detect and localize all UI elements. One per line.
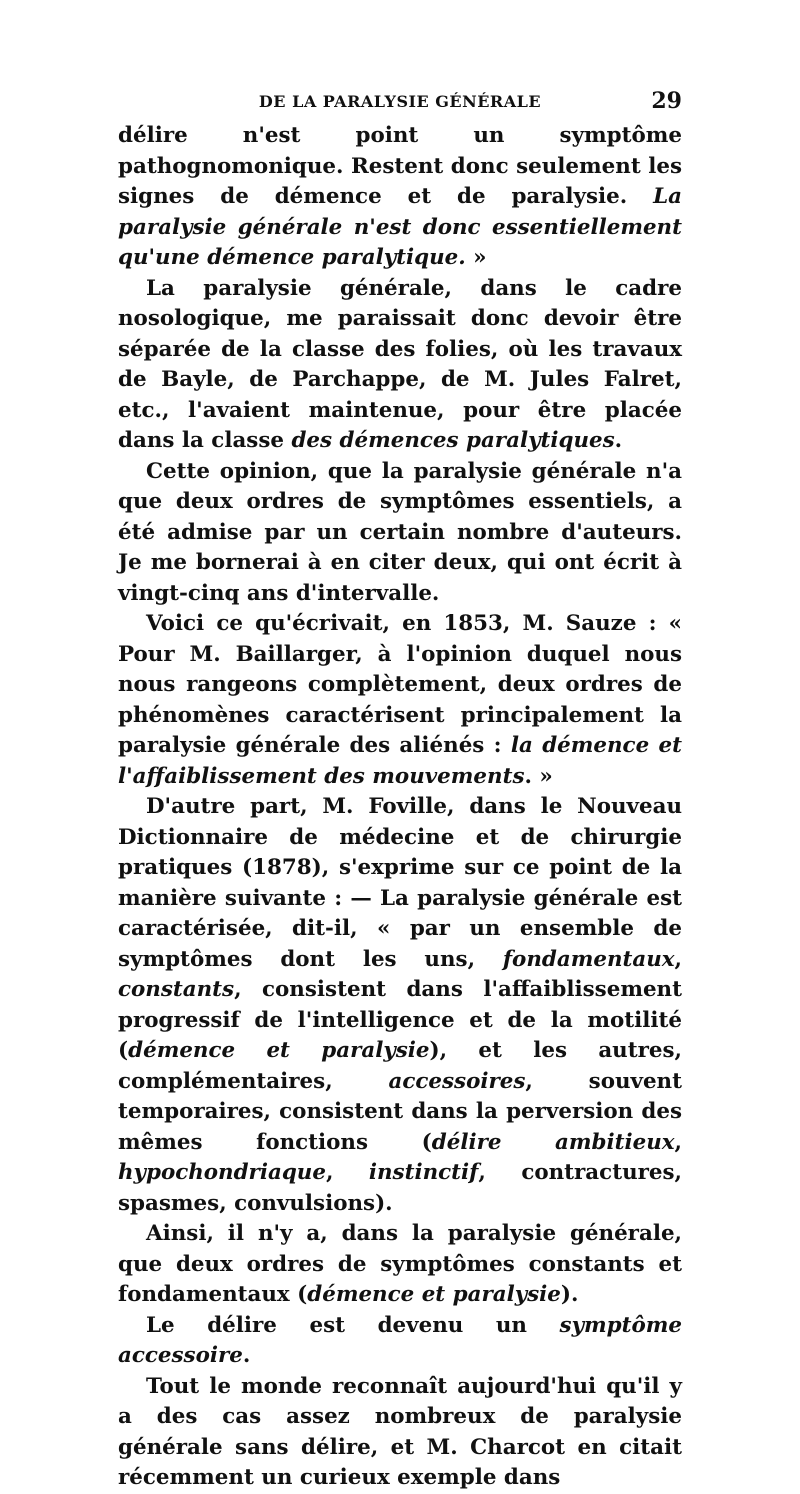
text-run: ). <box>560 1282 579 1307</box>
text-run: Cette opinion, que la paralysie générale n'a que deux ordres de symptômes essentiels, a été admise par un certain nombre d'auteurs. Je me bornerai à en citer deux, qui ont écrit à vingt-cinq ans d'intervalle. <box>118 458 682 606</box>
text-run: La paralysie générale, dans le cadre nosologique, me paraissait donc devoir être séparée de la classe des folies, où les travaux de Bayle, de Parchappe, de M. Jules Falret, etc., l'avaient maintenue, pour être placée dans la classe <box>118 275 682 453</box>
paragraph <box>118 792 682 1219</box>
text-run: . <box>614 428 623 453</box>
paragraph <box>118 1219 682 1311</box>
paragraph <box>118 609 682 792</box>
text-run: Le délire est devenu un <box>146 1312 560 1338</box>
text-run: délire n'est point un symptôme pathognomonique. Restent donc seulement les signes de démence et de paralysie. <box>118 123 682 209</box>
text-run: . » <box>524 763 553 789</box>
body-text <box>118 121 682 1494</box>
paragraph <box>118 121 682 274</box>
italic-text: instinctif <box>368 1160 479 1185</box>
italic-text: constants <box>118 977 235 1002</box>
text-run: Ainsi, il n'y a, dans la paralysie générale, que deux ordres de symptômes constants et fondamentaux ( <box>118 1221 682 1307</box>
page-number: 29 <box>651 88 682 114</box>
paragraph <box>118 457 682 610</box>
text-run: , souvent temporaires, consistent dans la perversion des mêmes fonctions ( <box>118 1068 682 1155</box>
italic-text: démence et paralysie <box>128 1038 430 1063</box>
italic-text: La paralysie générale n'est donc essentiellement qu'une démence paralytique. <box>118 184 682 270</box>
text-run: , <box>325 1160 369 1185</box>
text-run: , consistent dans l'affaiblissement progressif de l'intelligence et de la motilité ( <box>118 977 682 1063</box>
paragraph <box>118 274 682 457</box>
italic-text: symptôme accessoire <box>118 1312 682 1368</box>
text-run: , <box>674 946 682 972</box>
italic-text: démence et paralysie <box>307 1282 561 1307</box>
italic-text: des démences paralytiques <box>291 428 615 453</box>
text-run: D'autre part, M. Foville, dans le Nouveau Dictionnaire de médecine et de chirurgie pratiques (1878), s'exprime sur ce point de la manière suivante : — La paralysie générale est caractérisée, dit-il, « par un ensemble de symptômes dont les uns, <box>118 794 682 972</box>
italic-text: la démence et l'affaiblissement des mouvements <box>118 733 682 789</box>
text-run: » <box>465 245 487 270</box>
text-run: . <box>242 1343 251 1368</box>
text-run: , contractures, spasmes, convulsions). <box>118 1160 682 1216</box>
italic-text: hypochondriaque <box>118 1160 326 1185</box>
paragraph <box>118 1372 682 1494</box>
italic-text: fondamentaux <box>502 946 675 972</box>
running-head <box>118 88 682 114</box>
italic-text: accessoires <box>388 1068 526 1094</box>
text-run: ), et les autres, complémentaires, <box>118 1038 682 1094</box>
running-title: DE LA PARALYSIE GÉNÉRALE <box>258 92 542 111</box>
text-run: , <box>674 1129 682 1155</box>
paragraph <box>118 1311 682 1372</box>
text-run: Voici ce qu'écrivait, en 1853, M. Sauze : « Pour M. Baillarger, à l'opinion duquel nous nous rangeons complètement, deux ordres de phénomènes caractérisent principalement la paralysie générale des aliénés : <box>118 611 682 758</box>
italic-text: délire ambitieux <box>431 1129 675 1155</box>
text-run: Tout le monde reconnaît aujourd'hui qu'il y a des cas assez nombreux de paralysie générale sans délire, et M. Charcot en citait récemment un curieux exemple dans <box>118 1373 682 1490</box>
